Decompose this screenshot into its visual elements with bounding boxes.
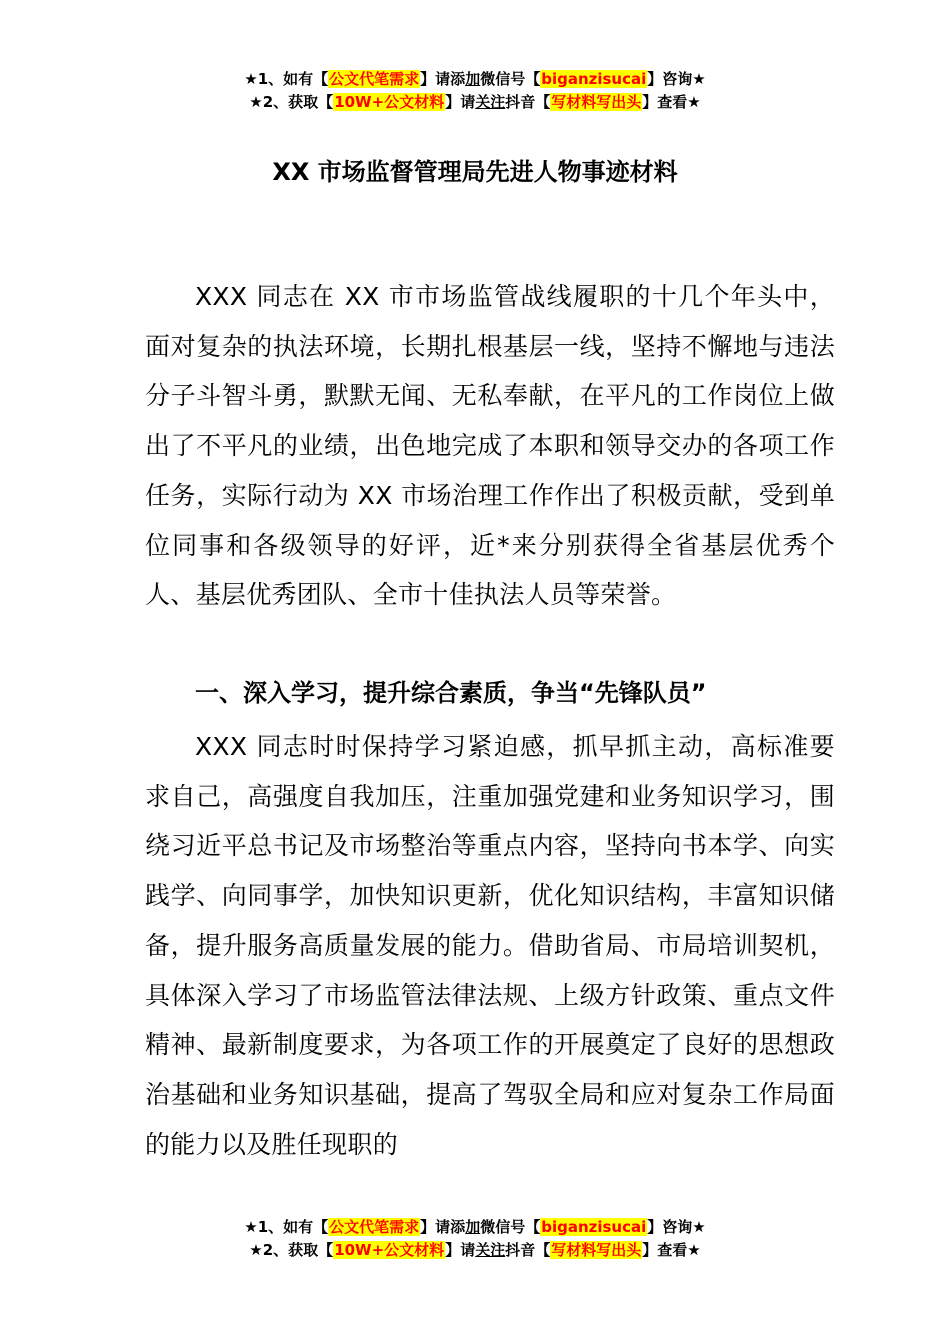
banner-line-2 (0, 1239, 950, 1262)
banner-line-1 (0, 68, 950, 91)
highlight-service: 公文代笔需求 (329, 70, 420, 88)
banner-text: 】请 (445, 1241, 476, 1259)
body-section-2 (145, 722, 835, 1169)
banner-text: ★1、如有【 (244, 1218, 329, 1236)
banner-text-underlined: 加 (465, 1218, 481, 1236)
paragraph-study: XXX 同志时时保持学习紧迫感，抓早抓主动，高标准要求自己，高强度自我加压，注重加强党建和业务知识学习，围绕习近平总书记及市场整治等重点内容，坚持向书本学、向实践学、向同事学，加快知识更新，优化知识结构，丰富知识储备，提升服务高质量发展的能力。借助省局、市局培训契机，具体深入学习了市场监管法律法规、上级方针政策、重点文件精神、最新制度要求，为各项工作的开展奠定了良好的思想政治基础和业务知识基础，提高了驾驭全局和应对复杂工作局面的能力以及胜任现职的 (145, 732, 835, 1159)
section-heading-1: 一、深入学习，提升综合素质，争当“先锋队员” (195, 679, 707, 707)
banner-text: 抖音【 (505, 93, 551, 111)
banner-text-underlined: 关注 (475, 1241, 506, 1259)
banner-text: ★2、获取【 (249, 1241, 334, 1259)
banner-text: 抖音【 (505, 1241, 551, 1259)
banner-text: 】请添 (420, 70, 466, 88)
banner-text-underlined: 关注 (475, 93, 506, 111)
highlight-materials: 10W+公文材料 (334, 1241, 445, 1259)
highlight-douyin-account: 写材料写出头 (551, 1241, 642, 1259)
banner-text: ★2、获取【 (249, 93, 334, 111)
banner-text: 微信号【 (480, 70, 541, 88)
highlight-wechat-id: biganzisucai (541, 70, 647, 88)
body-section-1 (145, 272, 835, 620)
header-banner (0, 68, 950, 114)
banner-text: 】请 (445, 93, 476, 111)
banner-text: 】查看★ (642, 93, 701, 111)
footer-banner (0, 1216, 950, 1262)
banner-text-underlined: 加 (465, 70, 481, 88)
banner-text: 微信号【 (480, 1218, 541, 1236)
highlight-wechat-id: biganzisucai (541, 1218, 647, 1236)
highlight-douyin-account: 写材料写出头 (551, 93, 642, 111)
banner-line-1 (0, 1216, 950, 1239)
document-title: XX 市场监督管理局先进人物事迹材料 (272, 158, 678, 186)
banner-text: 】查看★ (642, 1241, 701, 1259)
paragraph-intro: XXX 同志在 XX 市市场监管战线履职的十几个年头中，面对复杂的执法环境，长期扎根基层一线，坚持不懈地与违法分子斗智斗勇，默默无闻、无私奉献，在平凡的工作岗位上做出了不平凡的业绩，出色地完成了本职和领导交办的各项工作任务，实际行动为 XX 市场治理工作作出了积极贡献，受到单位同事和各级领导的好评，近*来分别获得全省基层优秀个人、基层优秀团队、全市十佳执法人员等荣誉。 (145, 282, 835, 610)
banner-line-2 (0, 91, 950, 114)
highlight-service: 公文代笔需求 (329, 1218, 420, 1236)
highlight-materials: 10W+公文材料 (334, 93, 445, 111)
banner-text: 】请添 (420, 1218, 466, 1236)
banner-text: 】咨询★ (647, 1218, 706, 1236)
banner-text: 】咨询★ (647, 70, 706, 88)
banner-text: ★1、如有【 (244, 70, 329, 88)
